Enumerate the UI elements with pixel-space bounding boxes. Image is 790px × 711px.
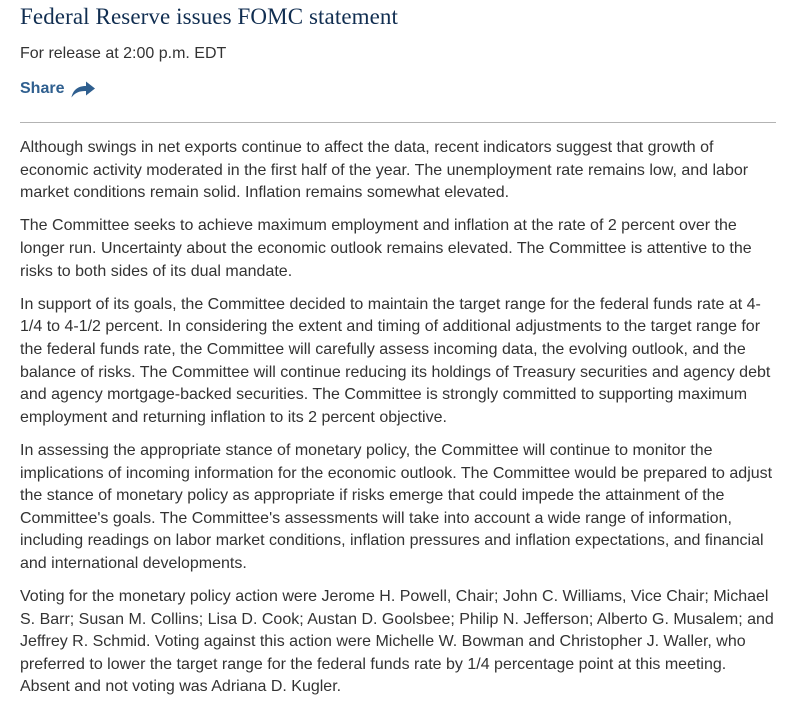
- share-button[interactable]: [20, 79, 96, 99]
- paragraph: Although swings in net exports continue to affect the data, recent indicators suggest that growth of economic activity moderated in the first half of the year. The unemployment rate remains low, and labor market conditions remain solid. Inflation remains somewhat elevated.: [20, 139, 749, 202]
- page-title: Federal Reserve issues FOMC statement: [20, 4, 399, 29]
- statement-body: [20, 137, 776, 710]
- paragraph: In support of its goals, the Committee decided to maintain the target range for the federal funds rate at 4-1/4 to 4-1/2 percent. In considering the extent and timing of additional adjustments to the target range for the federal funds rate, the Committee will carefully assess incoming data, the evolving outlook, and the balance of risks. The Committee will continue reducing its holdings of Treasury securities and agency debt and agency mortgage-backed securities. The Committee is strongly committed to supporting maximum employment and returning inflation to its 2 percent objective.: [20, 295, 771, 426]
- paragraph: In assessing the appropriate stance of monetary policy, the Committee will continue to monitor the implications of incoming information for the economic outlook. The Committee would be prepared to adjust the stance of monetary policy as appropriate if risks emerge that could impede the attainment of the Committee's goals. The Committee's assessments will take into account a wide range of information, including readings on labor market conditions, inflation pressures and inflation expectations, and financial and international developments.: [20, 441, 773, 572]
- paragraph: Voting for the monetary policy action were Jerome H. Powell, Chair; John C. Williams, Vice Chair; Michael S. Barr; Susan M. Collins; Lisa D. Cook; Austan D. Goolsbee; Philip N. Jefferson; Alberto G. Musalem; and Jeffrey R. Schmid. Voting against this action were Michelle W. Bowman and Christopher J. Waller, who preferred to lower the target range for the federal funds rate by 1/4 percentage point at this meeting. Absent and not voting was Adriana D. Kugler.: [20, 588, 774, 696]
- header-divider: [20, 122, 776, 123]
- share-arrow-icon: [70, 79, 96, 99]
- release-time: For release at 2:00 p.m. EDT: [20, 45, 227, 62]
- paragraph: The Committee seeks to achieve maximum employment and inflation at the rate of 2 percent over the longer run. Uncertainty about the economic outlook remains elevated. The Committee is attentive to the risks to both sides of its dual mandate.: [20, 217, 752, 280]
- share-label: Share: [20, 80, 65, 97]
